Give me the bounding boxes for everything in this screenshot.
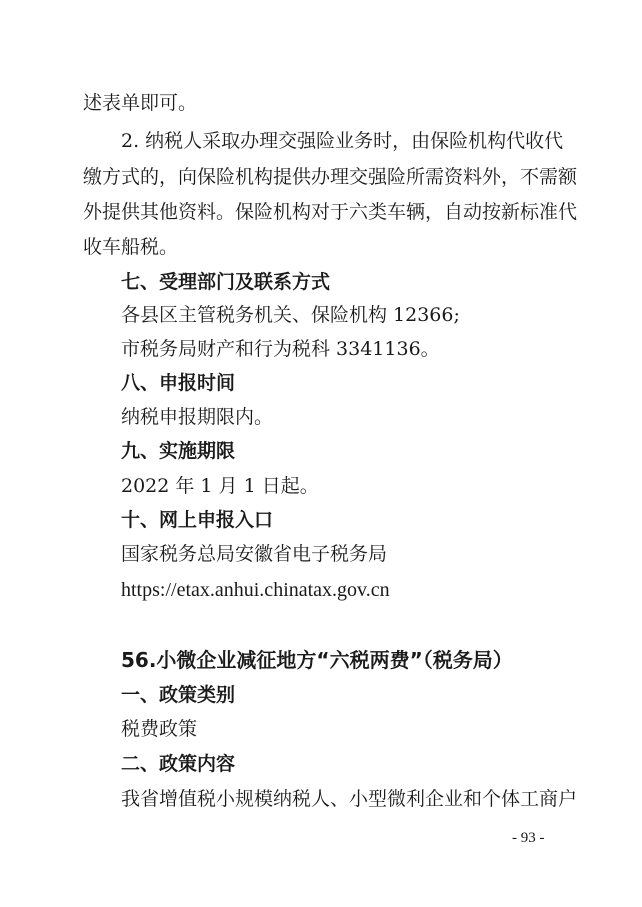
page-number: - 93 - (512, 830, 545, 846)
body-text-line: 收车船税。 (83, 236, 179, 258)
section-heading-effective-period: 九、实施期限 (121, 440, 236, 462)
section-heading-filing-time: 八、申报时间 (121, 372, 236, 394)
body-text-line: 2. 纳税人采取办理交强险业务时，由保险机构代收代 (121, 130, 564, 152)
section-heading-policy-content: 二、政策内容 (121, 753, 236, 775)
body-text-line: 我省增值税小规模纳税人、小型微利企业和个体工商户 (121, 788, 578, 810)
body-text-line: 纳税申报期限内。 (121, 406, 274, 428)
portal-url: https://etax.anhui.chinatax.gov.cn (121, 579, 390, 601)
body-text-line: 缴方式的，向保险机构提供办理交强险所需资料外，不需额 (83, 166, 578, 188)
body-text-line: 各县区主管税务机关、保险机构 12366; (121, 304, 460, 326)
section-heading-policy-category: 一、政策类别 (121, 684, 236, 706)
body-text-line: 国家税务总局安徽省电子税务局 (121, 543, 388, 565)
section-heading-contact: 七、受理部门及联系方式 (121, 271, 331, 293)
body-text-line: 外提供其他资料。保险机构对于六类车辆，自动按新标准代 (83, 201, 578, 223)
body-text-line: 市税务局财产和行为税科 3341136。 (121, 338, 440, 360)
body-text-line: 税费政策 (121, 718, 198, 740)
body-text-line: 2022 年 1 月 1 日起。 (121, 475, 319, 497)
body-text-line: 述表单即可。 (83, 92, 198, 114)
section-heading-online-portal: 十、网上申报入口 (121, 509, 274, 531)
policy-title: 56.小微企业减征地方“六税两费”（税务局） (121, 648, 513, 672)
